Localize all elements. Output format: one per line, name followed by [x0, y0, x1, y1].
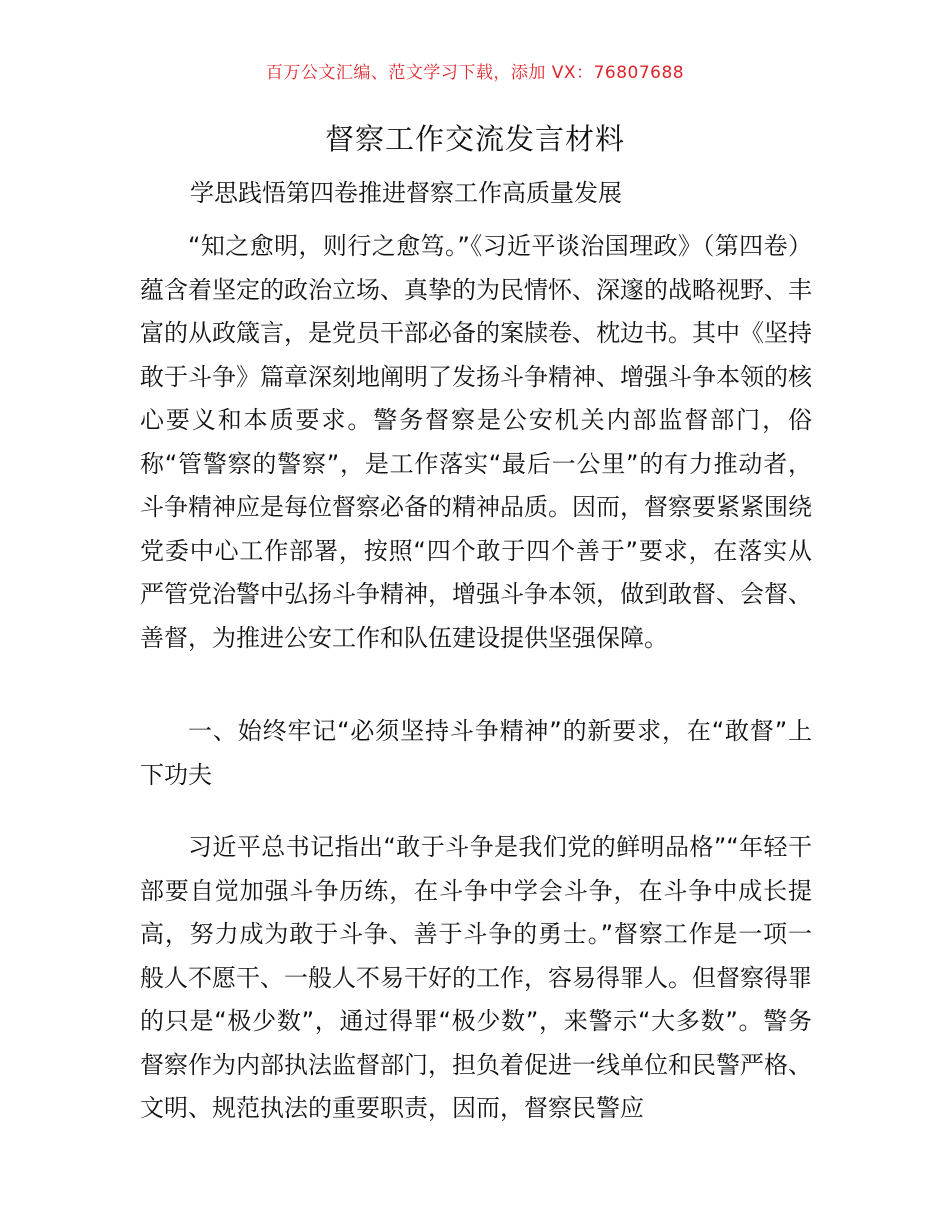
- paragraph-intro: “知之愈明，则行之愈笃。”《习近平谈治国理政》（第四卷）蕴含着坚定的政治立场、真挚的为民情怀、深邃的战略视野、丰富的从政箴言，是党员干部必备的案牍卷、枕边书。其中《坚持敢于斗争》篇章深刻地阐明了发扬斗争精神、增强斗争本领的核心要义和本质要求。警务督察是公安机关内部监督部门，俗称“管警察的警察”，是工作落实“最后一公里”的有力推动者，斗争精神应是每位督察必备的精神品质。因而，督察要紧紧围绕党委中心工作部署，按照“四个敢于四个善于”要求，在落实从严管党治警中弘扬斗争精神，增强斗争本领，做到敢督、会督、善督，为推进公安工作和队伍建设提供坚强保障。: [140, 232, 812, 652]
- section-heading-one: 一、始终牢记“必须坚持斗争精神”的新要求，在“敢督”上下功夫: [140, 717, 812, 789]
- document-title: 督察工作交流发言材料: [324, 122, 625, 156]
- header-banner: 百万公文汇编、范文学习下载，添加 VX：76807688: [265, 63, 685, 83]
- document-subtitle: 学思践悟第四卷推进督察工作高质量发展: [190, 179, 622, 207]
- paragraph-section-one: 习近平总书记指出“敢于斗争是我们党的鲜明品格”“年轻干部要自觉加强斗争历练，在斗争中学会斗争，在斗争中成长提高，努力成为敢于斗争、善于斗争的勇士。”督察工作是一项一般人不愿干、一般人不易干好的工作，容易得罪人。但督察得罪的只是“极少数”，通过得罪“极少数”，来警示“大多数”。警务督察作为内部执法监督部门，担负着促进一线单位和民警严格、文明、规范执法的重要职责，因而，督察民警应: [140, 833, 812, 1122]
